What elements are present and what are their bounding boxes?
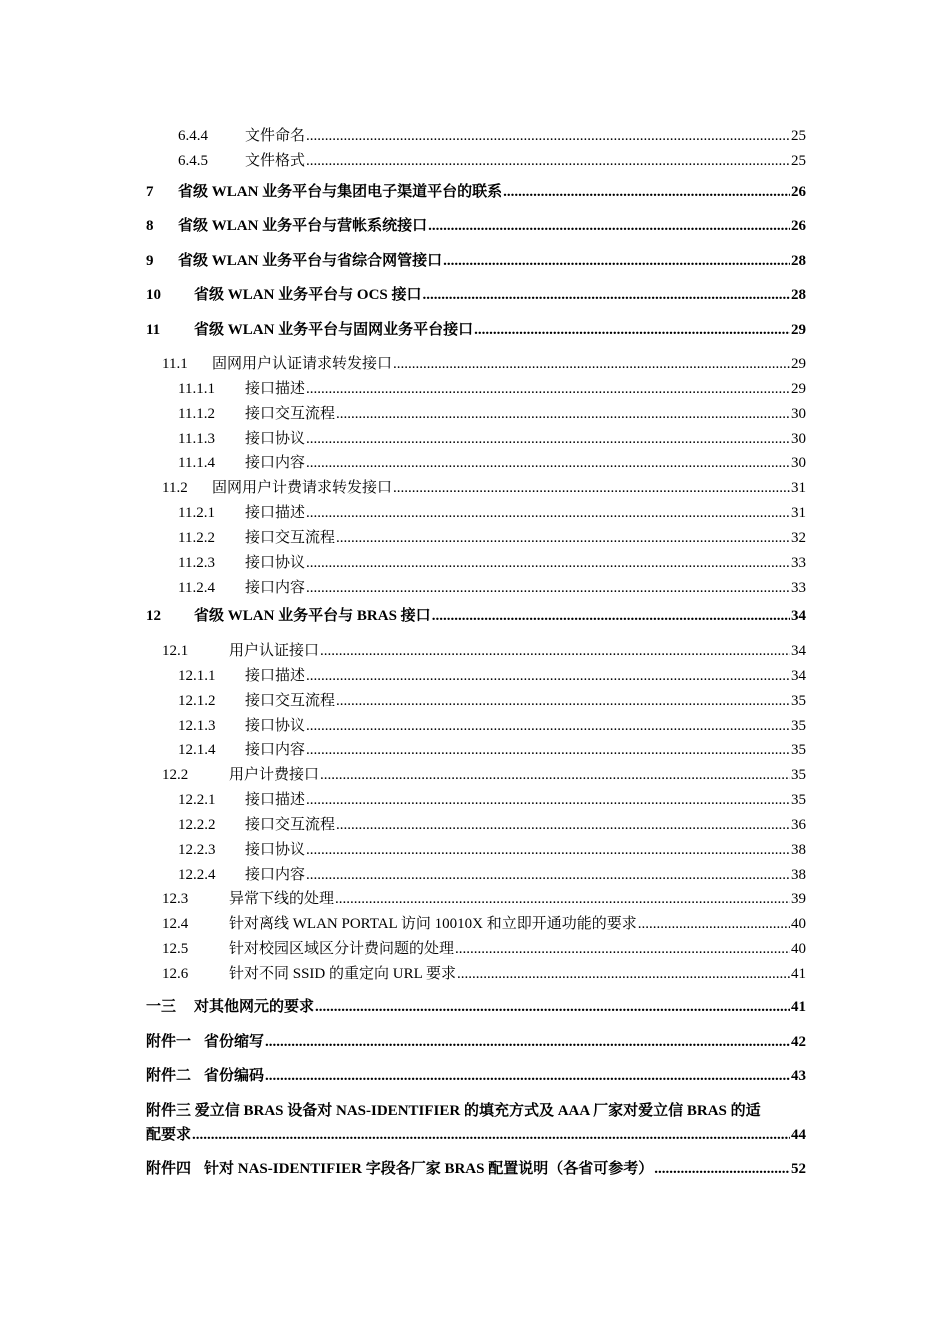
- toc-leader-dots: [306, 842, 790, 859]
- toc-leader-dots: [306, 867, 790, 884]
- toc-entry-title: 省级 WLAN 业务平台与集团电子渠道平台的联系: [178, 183, 503, 200]
- toc-page-number: 35: [791, 692, 806, 709]
- toc-page-number: 35: [791, 717, 806, 734]
- toc-page-number: 29: [791, 356, 806, 373]
- toc-leader-dots: [306, 431, 790, 448]
- toc-entry-title: 省级 WLAN 业务平台与 OCS 接口: [194, 287, 422, 304]
- toc-entry-number: 12.1.2: [178, 692, 216, 709]
- toc-entry-number: 12.2.3: [178, 841, 216, 858]
- toc-entry-title: 对其他网元的要求: [194, 999, 315, 1016]
- toc-entry-title: 针对 NAS-IDENTIFIER 字段各厂家 BRAS 配置说明（各省可参考）: [204, 1160, 654, 1177]
- toc-entry-title: 文件格式: [245, 152, 306, 169]
- toc-entry-number: 10: [146, 287, 161, 304]
- toc-entry-number: 11.1.1: [178, 381, 215, 398]
- toc-entry[interactable]: [146, 689, 806, 714]
- toc-entry-number: 12.1.1: [178, 667, 216, 684]
- toc-page-number: 40: [791, 941, 806, 958]
- toc-page-number: 35: [791, 792, 806, 809]
- toc-leader-dots: [432, 608, 790, 625]
- toc-entry[interactable]: [146, 427, 806, 452]
- toc-page-number: 41: [791, 966, 806, 983]
- toc-entry[interactable]: [146, 124, 806, 149]
- toc-entry[interactable]: [146, 377, 806, 402]
- toc-entry-number: 12.2: [162, 767, 189, 784]
- toc-entry-number: 7: [146, 183, 154, 200]
- toc-leader-dots: [306, 555, 790, 572]
- toc-entry-number: 11.1: [162, 356, 188, 373]
- toc-entry-title: 接口交互流程: [245, 816, 336, 833]
- toc-entry-appendix-4[interactable]: [146, 1157, 806, 1192]
- toc-entry-title: 用户认证接口: [229, 642, 320, 659]
- toc-entry[interactable]: [146, 639, 806, 664]
- toc-entry-number: 6.4.4: [178, 128, 208, 144]
- toc-entry-number: 一三: [146, 999, 177, 1016]
- toc-page-number: 43: [791, 1068, 806, 1085]
- toc-leader-dots: [315, 999, 790, 1016]
- toc-leader-dots: [428, 218, 790, 235]
- toc-entry[interactable]: [146, 476, 806, 501]
- toc-entry[interactable]: [146, 788, 806, 813]
- toc-entry-number: 12.5: [162, 941, 189, 958]
- toc-entry-title: 省级 WLAN 业务平台与固网业务平台接口: [194, 321, 474, 338]
- toc-entry-title: 针对校园区域区分计费问题的处理: [229, 941, 455, 958]
- toc-entry-title: 接口协议: [245, 554, 306, 571]
- toc-entry-title: 接口交互流程: [245, 530, 336, 547]
- toc-entry-title: 接口内容: [245, 579, 306, 596]
- toc-entry-title: 接口内容: [245, 866, 306, 883]
- toc-leader-dots: [335, 891, 790, 908]
- toc-entry-title: 用户计费接口: [229, 767, 320, 784]
- toc-leader-dots: [393, 480, 790, 497]
- toc-entry-title: 接口描述: [245, 381, 306, 398]
- toc-entry-appendix-3[interactable]: [146, 1099, 806, 1157]
- toc-leader-dots: [654, 1161, 790, 1178]
- toc-leader-dots: [306, 153, 790, 170]
- toc-entry[interactable]: [146, 576, 806, 601]
- toc-entry[interactable]: [146, 551, 806, 576]
- toc-page-number: 34: [791, 642, 806, 659]
- toc-entry-title: 异常下线的处理: [229, 891, 335, 908]
- toc-leader-dots: [336, 406, 790, 423]
- toc-entry-title: 接口内容: [245, 455, 306, 472]
- toc-entry[interactable]: [146, 283, 806, 318]
- toc-leader-dots: [638, 916, 790, 933]
- toc-entry[interactable]: [146, 501, 806, 526]
- toc-leader-dots: [336, 530, 790, 547]
- toc-entry-title: 省级 WLAN 业务平台与 BRAS 接口: [194, 608, 431, 625]
- toc-page-number: 26: [791, 183, 806, 200]
- toc-page-number: 40: [791, 916, 806, 933]
- toc-entry-title: 固网用户计费请求转发接口: [212, 480, 393, 497]
- toc-leader-dots: [455, 941, 790, 958]
- toc-entry[interactable]: [146, 962, 806, 987]
- toc-leader-dots: [192, 1127, 790, 1144]
- toc-page-number: 30: [791, 455, 806, 472]
- toc-entry[interactable]: [146, 912, 806, 937]
- toc-entry-number: 12.1: [162, 642, 189, 659]
- toc-entry[interactable]: [146, 738, 806, 763]
- toc-entry[interactable]: [146, 604, 806, 639]
- toc-leader-dots: [306, 455, 790, 472]
- toc-page-number: 30: [791, 430, 806, 447]
- toc-entry[interactable]: [146, 863, 806, 888]
- toc-entry-title: 接口协议: [245, 841, 306, 858]
- toc-leader-dots: [320, 643, 790, 660]
- toc-entry-number: 11.1.3: [178, 430, 215, 447]
- toc-page-number: 38: [791, 841, 806, 858]
- toc-page-number: 32: [791, 530, 806, 547]
- toc-leader-dots: [443, 253, 790, 270]
- toc-entry[interactable]: [146, 214, 806, 249]
- toc-leader-dots: [320, 767, 790, 784]
- toc-page-number: 28: [791, 252, 806, 269]
- toc-leader-dots: [336, 693, 790, 710]
- toc-entry-number: 11: [146, 321, 161, 338]
- toc-leader-dots: [265, 1068, 790, 1085]
- toc-page-number: 25: [791, 128, 806, 144]
- toc-entry-title: 接口内容: [245, 742, 306, 759]
- toc-leader-dots: [306, 718, 790, 735]
- toc-leader-dots: [423, 287, 790, 304]
- toc-page-number: 31: [791, 480, 806, 497]
- toc-page-number: 42: [791, 1033, 806, 1050]
- toc-entry-title: 附件三 爱立信 BRAS 设备对 NAS-IDENTIFIER 的填充方式及 AAA 厂家对爱立信 BRAS 的适: [146, 1102, 761, 1119]
- toc-leader-dots: [306, 668, 790, 685]
- toc-entry[interactable]: [146, 838, 806, 863]
- toc-entry[interactable]: [146, 1064, 806, 1099]
- toc-page-number: 33: [791, 579, 806, 596]
- toc-page-number: 39: [791, 891, 806, 908]
- toc-entry[interactable]: [146, 714, 806, 739]
- toc-entry[interactable]: [146, 249, 806, 284]
- toc-leader-dots: [306, 792, 790, 809]
- toc-entry-number: 12.2.2: [178, 816, 216, 833]
- toc-entry-number: 11.1.2: [178, 405, 215, 422]
- toc-entry-number: 附件一: [146, 1033, 192, 1050]
- toc-entry-title: 接口描述: [245, 792, 306, 809]
- toc-page-number: 38: [791, 866, 806, 883]
- toc-entry-number: 12.2.4: [178, 866, 216, 883]
- toc-entry-number: 12.2.1: [178, 792, 216, 809]
- toc-entry[interactable]: [146, 149, 806, 174]
- toc-leader-dots: [457, 966, 790, 983]
- toc-entry-number: 附件四: [146, 1160, 192, 1177]
- toc-entry-number: 11.2.4: [178, 579, 215, 596]
- toc-entry[interactable]: [146, 451, 806, 476]
- toc-entry[interactable]: [146, 664, 806, 689]
- toc-entry-number: 12.6: [162, 966, 189, 983]
- toc-leader-dots: [393, 356, 790, 373]
- toc-entry-title: 省份缩写: [204, 1033, 265, 1050]
- toc-entry[interactable]: [146, 526, 806, 551]
- toc-entry-number: 8: [146, 218, 154, 235]
- toc-entry[interactable]: [146, 763, 806, 788]
- toc-entry-title: 针对不同 SSID 的重定向 URL 要求: [229, 966, 456, 983]
- toc-entry[interactable]: [146, 1030, 806, 1065]
- toc-leader-dots: [474, 322, 790, 339]
- toc-page-number: 28: [791, 287, 806, 304]
- toc-entry-title: 文件命名: [245, 128, 306, 144]
- toc-entry-number: 9: [146, 252, 154, 269]
- toc-entry-number: 6.4.5: [178, 152, 208, 169]
- toc-entry-title: 接口描述: [245, 505, 306, 522]
- toc-page-number: 36: [791, 816, 806, 833]
- toc-entry-title: 省份编码: [204, 1068, 265, 1085]
- toc-page-number: 26: [791, 218, 806, 235]
- toc-entry[interactable]: [146, 887, 806, 912]
- toc-page-number: 44: [791, 1126, 806, 1143]
- toc-entry-number: 12.3: [162, 891, 189, 908]
- toc-leader-dots: [306, 128, 790, 145]
- toc-page-number: 31: [791, 505, 806, 522]
- toc-entry[interactable]: [146, 937, 806, 962]
- toc-entry-title: 省级 WLAN 业务平台与省综合网管接口: [178, 252, 443, 269]
- toc-entry[interactable]: [146, 318, 806, 353]
- toc-page-number: 29: [791, 381, 806, 398]
- toc-entry-title-cont: 配要求: [146, 1126, 192, 1143]
- toc-leader-dots: [265, 1034, 790, 1051]
- toc-page-number: 30: [791, 405, 806, 422]
- toc-leader-dots: [306, 580, 790, 597]
- toc-entry-title: 接口协议: [245, 717, 306, 734]
- toc-entry[interactable]: [146, 995, 806, 1030]
- toc-page-number: 33: [791, 554, 806, 571]
- toc-entry-number: 12.4: [162, 916, 189, 933]
- toc-entry-number: 11.2.2: [178, 530, 215, 547]
- toc-entry-number: 11.2.1: [178, 505, 215, 522]
- toc-leader-dots: [503, 184, 790, 201]
- toc-page-number: 34: [791, 667, 806, 684]
- toc-entry-title: 固网用户认证请求转发接口: [212, 356, 393, 373]
- toc-entry-number: 11.1.4: [178, 455, 215, 472]
- toc-entry-number: 12: [146, 608, 161, 625]
- toc-entry[interactable]: [146, 813, 806, 838]
- toc-leader-dots: [336, 817, 790, 834]
- toc-entry-title: 接口交互流程: [245, 405, 336, 422]
- toc-entry-title: 接口交互流程: [245, 692, 336, 709]
- toc-entry[interactable]: [146, 180, 806, 215]
- toc-entry[interactable]: [146, 352, 806, 377]
- toc-leader-dots: [306, 505, 790, 522]
- toc-page-number: 41: [791, 999, 806, 1016]
- toc-leader-dots: [306, 381, 790, 398]
- toc-leader-dots: [306, 742, 790, 759]
- toc-entry-number: 附件二: [146, 1068, 192, 1085]
- toc-page-number: 52: [791, 1160, 806, 1177]
- toc-entry-number: 12.1.4: [178, 742, 216, 759]
- toc-entry[interactable]: [146, 402, 806, 427]
- toc-page-number: 35: [791, 767, 806, 784]
- toc-entry-title: 接口协议: [245, 430, 306, 447]
- toc-entry-title: 接口描述: [245, 667, 306, 684]
- toc-page-number: 25: [791, 152, 806, 169]
- toc-entry-title: 针对离线 WLAN PORTAL 访问 10010X 和立即开通功能的要求: [229, 916, 637, 933]
- toc-entry-number: 12.1.3: [178, 717, 216, 734]
- toc-entry-number: 11.2.3: [178, 554, 215, 571]
- toc-page-number: 35: [791, 742, 806, 759]
- table-of-contents: [146, 124, 806, 1191]
- toc-entry-number: 11.2: [162, 480, 188, 497]
- toc-page-number: 29: [791, 321, 806, 338]
- toc-entry-title: 省级 WLAN 业务平台与营帐系统接口: [178, 218, 428, 235]
- toc-page-number: 34: [791, 608, 806, 625]
